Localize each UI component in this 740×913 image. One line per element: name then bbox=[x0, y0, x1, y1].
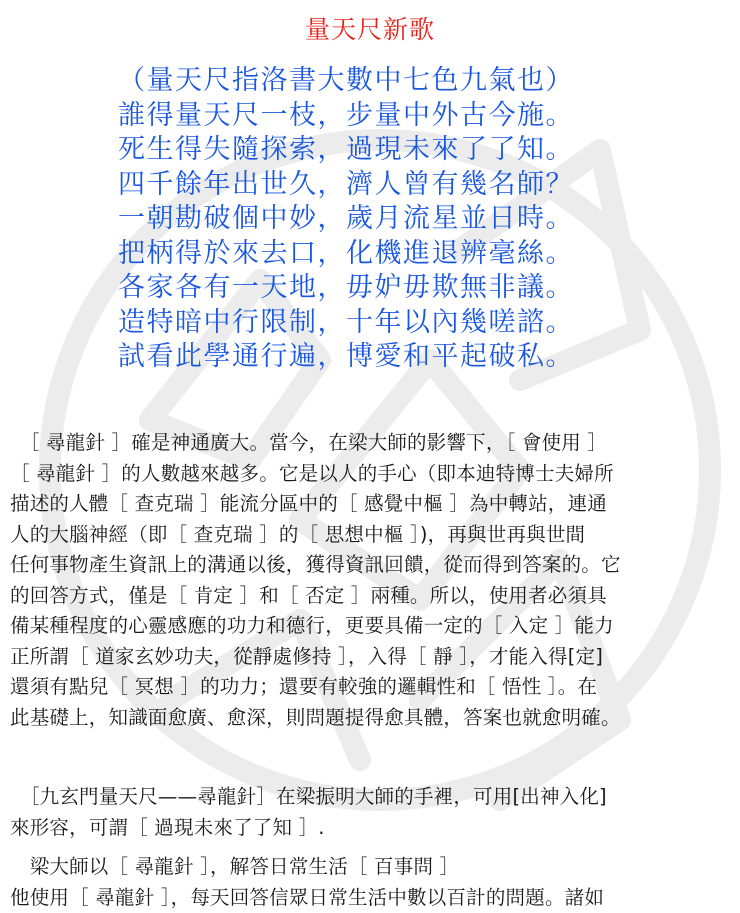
poem-line: 把柄得於來去口，化機進退辨毫絲。 bbox=[118, 237, 574, 269]
text-line: 任何事物產生資訊上的溝通以後，獲得資訊回饋，從而得到答案的。它 bbox=[10, 553, 621, 576]
text-line: ［九玄門量天尺——尋龍針］在梁振明大師的手裡，可用[出神入化] bbox=[10, 785, 607, 808]
poem-line: 誰得量天尺一枝，步量中外古今施。 bbox=[118, 99, 574, 131]
paragraph-3 bbox=[10, 852, 736, 913]
text-line: ［ 尋龍針 ］的人數越來越多。它是以人的手心（即本迪特博士夫婦所 bbox=[10, 461, 614, 485]
text-line: 正所謂［ 道家玄妙功夫，從靜處修持 ］，入得［ 靜 ］，才能入得[定] bbox=[10, 644, 604, 668]
text-line: 描述的人體［ 查克瑞 ］能流分區中的［ 感覺中樞 ］為中轉站，連通 bbox=[10, 492, 607, 515]
text-line: 梁大師以［ 尋龍針 ］，解答日常生活［ 百事問 ］ bbox=[10, 855, 460, 878]
text-line: 備某種程度的心靈感應的功力和德行，更要具備一定的［ 入定 ］能力 bbox=[10, 614, 614, 637]
text-line: 還須有點兒［ 冥想 ］的功力；還要有較強的邏輯性和［ 悟性 ］。在 bbox=[10, 675, 598, 698]
text-line: 他使用［ 尋龍針 ］，每天回答信眾日常生活中數以百計的問題。諸如 bbox=[10, 885, 605, 909]
poem-line: 試看此學通行遍，博愛和平起破私。 bbox=[118, 341, 574, 372]
poem-line: 四千餘年出世久，濟人曾有幾名師？ bbox=[118, 168, 574, 200]
text-line: 人的大腦神經（即［ 查克瑞 ］的［ 思想中樞 ］)，再與世再與世間 bbox=[10, 522, 586, 546]
paragraph-2 bbox=[10, 782, 736, 843]
poem-line: 造特暗中行限制，十年以內幾嗟諮。 bbox=[118, 306, 574, 338]
poem-line: 各家各有一天地，毋妒毋欺無非議。 bbox=[118, 272, 574, 303]
text-line: 此基礎上，知識面愈廣、愈深，則問題提得愈具體，答案也就愈明確。 bbox=[10, 705, 621, 729]
paragraph-1 bbox=[10, 428, 736, 733]
poem-line: 死生得失隨探索，過現未來了了知。 bbox=[118, 134, 574, 165]
text-line: 來形容，可謂［ 過現未來了了知 ］. bbox=[10, 815, 325, 839]
text-line: 的回答方式，僅是［ 肯定 ］和［ 否定 ］兩種。所以，使用者必須具 bbox=[10, 583, 607, 607]
poem-line: （量天尺指洛書大數中七色九氣也） bbox=[118, 65, 574, 96]
poem bbox=[118, 64, 574, 375]
text-line: ［ 尋龍針 ］確是神通廣大。當今，在梁大師的影響下，［ 會使用 ］ bbox=[10, 431, 608, 454]
page-title: 量天尺新歌 bbox=[304, 15, 435, 44]
poem-line: 一朝勘破個中妙，歲月流星並日時。 bbox=[118, 203, 574, 234]
